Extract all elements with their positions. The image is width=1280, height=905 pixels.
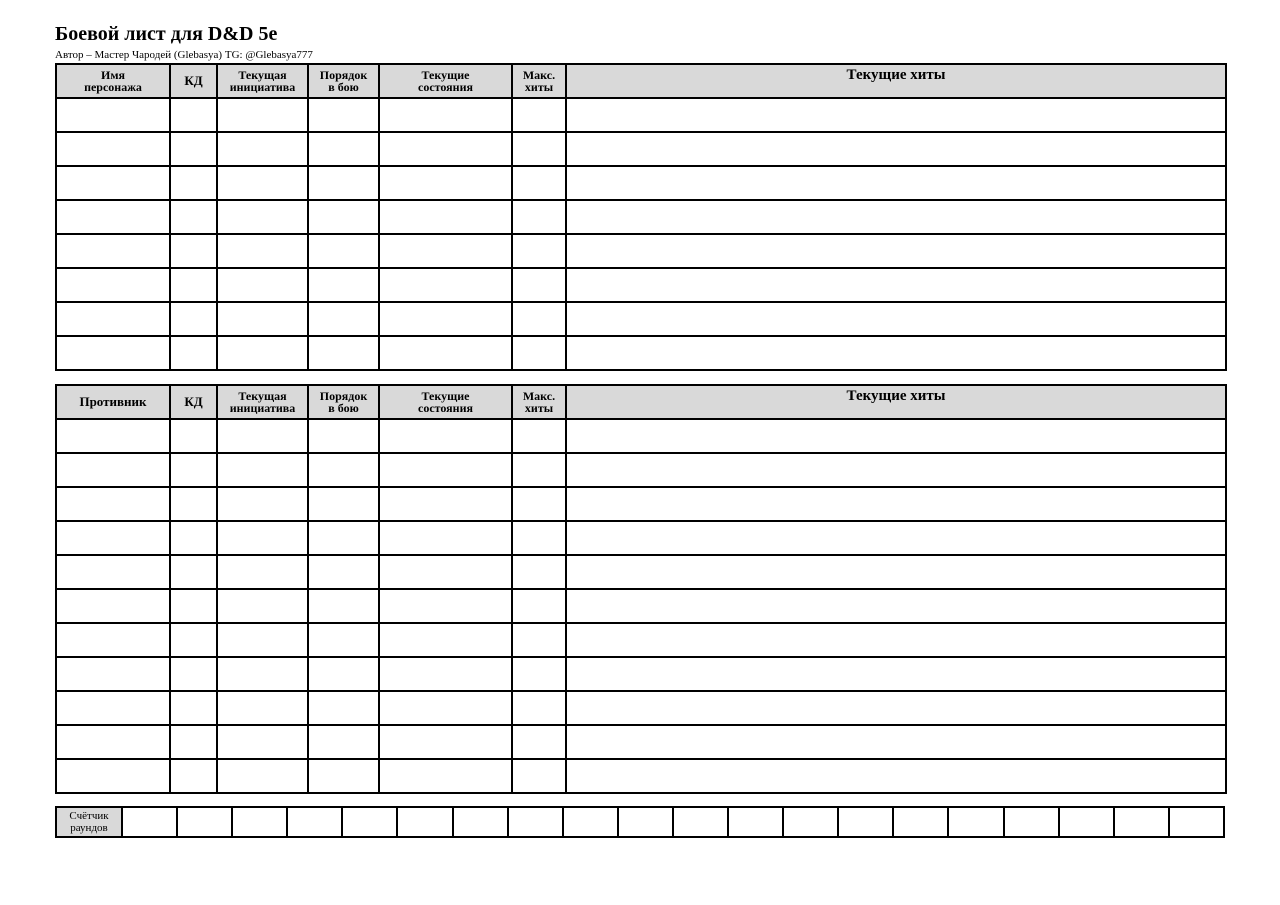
- party-row: [56, 98, 1226, 132]
- enemy-cell-name[interactable]: [56, 419, 170, 453]
- party-cell-max-hp[interactable]: [512, 302, 566, 336]
- round-box[interactable]: [287, 807, 342, 837]
- enemy-cell-initiative[interactable]: [217, 623, 308, 657]
- party-header-row: [56, 64, 1226, 98]
- enemy-row: [56, 657, 1226, 691]
- enemy-cell-turn-order[interactable]: [308, 623, 379, 657]
- party-cell-max-hp[interactable]: [512, 98, 566, 132]
- enemy-cell-current-hp[interactable]: [566, 623, 1226, 657]
- enemy-row: [56, 521, 1226, 555]
- enemy-cell-current-hp[interactable]: [566, 691, 1226, 725]
- party-row: [56, 268, 1226, 302]
- party-cell-initiative[interactable]: [217, 132, 308, 166]
- party-cell-armor-class[interactable]: [170, 336, 217, 370]
- enemy-cell-max-hp[interactable]: [512, 759, 566, 793]
- enemy-cell-max-hp[interactable]: [512, 521, 566, 555]
- party-cell-armor-class[interactable]: [170, 200, 217, 234]
- round-box[interactable]: [893, 807, 948, 837]
- enemy-cell-current-hp[interactable]: [566, 589, 1226, 623]
- round-box[interactable]: [397, 807, 452, 837]
- party-cell-current-hp[interactable]: [566, 336, 1226, 370]
- enemy-row: [56, 623, 1226, 657]
- party-row: [56, 200, 1226, 234]
- enemy-cell-armor-class[interactable]: [170, 521, 217, 555]
- enemy-cell-conditions[interactable]: [379, 419, 512, 453]
- party-cell-initiative[interactable]: [217, 336, 308, 370]
- enemy-cell-turn-order[interactable]: [308, 657, 379, 691]
- party-cell-max-hp[interactable]: [512, 336, 566, 370]
- col-armor-class: КД: [170, 64, 217, 98]
- party-cell-armor-class[interactable]: [170, 302, 217, 336]
- col-conditions: Текущие состояния: [379, 385, 512, 419]
- col-turn-order: Порядок в бою: [308, 64, 379, 98]
- col-initiative: Текущая инициатива: [217, 64, 308, 98]
- enemy-cell-conditions[interactable]: [379, 589, 512, 623]
- party-table: [55, 63, 1227, 371]
- party-cell-name[interactable]: [56, 132, 170, 166]
- round-box[interactable]: [1059, 807, 1114, 837]
- enemy-cell-armor-class[interactable]: [170, 453, 217, 487]
- enemy-cell-turn-order[interactable]: [308, 419, 379, 453]
- round-box[interactable]: [1114, 807, 1169, 837]
- party-cell-armor-class[interactable]: [170, 98, 217, 132]
- enemy-cell-initiative[interactable]: [217, 759, 308, 793]
- party-row: [56, 132, 1226, 166]
- party-cell-conditions[interactable]: [379, 200, 512, 234]
- enemy-cell-current-hp[interactable]: [566, 555, 1226, 589]
- party-cell-armor-class[interactable]: [170, 166, 217, 200]
- enemy-cell-current-hp[interactable]: [566, 453, 1226, 487]
- round-box[interactable]: [783, 807, 838, 837]
- party-cell-name[interactable]: [56, 200, 170, 234]
- enemy-cell-initiative[interactable]: [217, 419, 308, 453]
- enemy-cell-max-hp[interactable]: [512, 453, 566, 487]
- enemy-cell-turn-order[interactable]: [308, 725, 379, 759]
- party-cell-turn-order[interactable]: [308, 166, 379, 200]
- enemy-cell-armor-class[interactable]: [170, 419, 217, 453]
- party-cell-turn-order[interactable]: [308, 98, 379, 132]
- enemy-cell-max-hp[interactable]: [512, 623, 566, 657]
- enemy-cell-armor-class[interactable]: [170, 759, 217, 793]
- party-cell-current-hp[interactable]: [566, 302, 1226, 336]
- party-cell-max-hp[interactable]: [512, 200, 566, 234]
- enemy-cell-max-hp[interactable]: [512, 555, 566, 589]
- enemy-cell-current-hp[interactable]: [566, 657, 1226, 691]
- party-cell-conditions[interactable]: [379, 268, 512, 302]
- round-box[interactable]: [563, 807, 618, 837]
- enemy-cell-conditions[interactable]: [379, 555, 512, 589]
- enemy-cell-conditions[interactable]: [379, 521, 512, 555]
- enemy-cell-turn-order[interactable]: [308, 691, 379, 725]
- enemy-row: [56, 555, 1226, 589]
- enemy-cell-name[interactable]: [56, 657, 170, 691]
- party-cell-current-hp[interactable]: [566, 200, 1226, 234]
- col-current-hp: Текущие хиты: [566, 385, 1226, 419]
- party-cell-armor-class[interactable]: [170, 132, 217, 166]
- party-cell-name[interactable]: [56, 336, 170, 370]
- round-box[interactable]: [673, 807, 728, 837]
- party-cell-initiative[interactable]: [217, 268, 308, 302]
- enemy-cell-turn-order[interactable]: [308, 521, 379, 555]
- party-row: [56, 234, 1226, 268]
- party-cell-armor-class[interactable]: [170, 268, 217, 302]
- round-counter: [55, 806, 1225, 838]
- enemy-cell-max-hp[interactable]: [512, 657, 566, 691]
- party-cell-turn-order[interactable]: [308, 200, 379, 234]
- party-cell-conditions[interactable]: [379, 132, 512, 166]
- party-cell-turn-order[interactable]: [308, 336, 379, 370]
- round-counter-row: [56, 807, 1224, 837]
- enemy-cell-name[interactable]: [56, 691, 170, 725]
- enemy-cell-max-hp[interactable]: [512, 419, 566, 453]
- col-character-name: Имя персонажа: [56, 64, 170, 98]
- round-box[interactable]: [342, 807, 397, 837]
- enemy-cell-name[interactable]: [56, 623, 170, 657]
- enemy-cell-armor-class[interactable]: [170, 555, 217, 589]
- col-max-hp: Макс. хиты: [512, 385, 566, 419]
- author-credit: Автор – Мастер Чародей (Glebasya) TG: @Glebasya777: [55, 49, 313, 61]
- enemy-cell-conditions[interactable]: [379, 623, 512, 657]
- party-cell-max-hp[interactable]: [512, 166, 566, 200]
- round-box[interactable]: [618, 807, 673, 837]
- sheet-title: Боевой лист для D&D 5e: [55, 23, 278, 45]
- enemy-cell-max-hp[interactable]: [512, 487, 566, 521]
- party-cell-initiative[interactable]: [217, 302, 308, 336]
- enemy-cell-conditions[interactable]: [379, 487, 512, 521]
- enemy-cell-current-hp[interactable]: [566, 487, 1226, 521]
- round-box[interactable]: [122, 807, 177, 837]
- party-cell-name[interactable]: [56, 234, 170, 268]
- round-box[interactable]: [453, 807, 508, 837]
- enemy-cell-initiative[interactable]: [217, 691, 308, 725]
- enemy-cell-conditions[interactable]: [379, 759, 512, 793]
- enemy-cell-max-hp[interactable]: [512, 589, 566, 623]
- party-cell-turn-order[interactable]: [308, 132, 379, 166]
- enemy-cell-turn-order[interactable]: [308, 589, 379, 623]
- round-box[interactable]: [1004, 807, 1059, 837]
- enemy-cell-current-hp[interactable]: [566, 759, 1226, 793]
- round-box[interactable]: [1169, 807, 1224, 837]
- party-row: [56, 166, 1226, 200]
- party-cell-name[interactable]: [56, 268, 170, 302]
- enemy-cell-name[interactable]: [56, 555, 170, 589]
- col-turn-order: Порядок в бою: [308, 385, 379, 419]
- enemy-cell-conditions[interactable]: [379, 691, 512, 725]
- round-box[interactable]: [948, 807, 1003, 837]
- enemy-cell-conditions[interactable]: [379, 453, 512, 487]
- col-current-hp: Текущие хиты: [566, 64, 1226, 98]
- enemy-cell-current-hp[interactable]: [566, 419, 1226, 453]
- enemy-cell-turn-order[interactable]: [308, 487, 379, 521]
- party-cell-max-hp[interactable]: [512, 132, 566, 166]
- party-cell-initiative[interactable]: [217, 234, 308, 268]
- enemy-cell-armor-class[interactable]: [170, 657, 217, 691]
- col-initiative: Текущая инициатива: [217, 385, 308, 419]
- party-cell-turn-order[interactable]: [308, 302, 379, 336]
- round-box[interactable]: [508, 807, 563, 837]
- enemy-cell-name[interactable]: [56, 487, 170, 521]
- party-cell-turn-order[interactable]: [308, 234, 379, 268]
- col-conditions: Текущие состояния: [379, 64, 512, 98]
- col-enemy-name: Противник: [56, 385, 170, 419]
- enemy-row: [56, 589, 1226, 623]
- enemy-cell-initiative[interactable]: [217, 521, 308, 555]
- enemy-cell-current-hp[interactable]: [566, 725, 1226, 759]
- party-row: [56, 302, 1226, 336]
- enemy-cell-conditions[interactable]: [379, 725, 512, 759]
- enemy-cell-armor-class[interactable]: [170, 725, 217, 759]
- party-cell-name[interactable]: [56, 302, 170, 336]
- round-box[interactable]: [232, 807, 287, 837]
- enemy-row: [56, 691, 1226, 725]
- enemy-cell-conditions[interactable]: [379, 657, 512, 691]
- party-cell-name[interactable]: [56, 166, 170, 200]
- round-box[interactable]: [177, 807, 232, 837]
- round-counter-label: Счётчик раундов: [56, 807, 122, 837]
- party-cell-current-hp[interactable]: [566, 166, 1226, 200]
- enemy-cell-initiative[interactable]: [217, 555, 308, 589]
- enemy-cell-armor-class[interactable]: [170, 589, 217, 623]
- party-cell-current-hp[interactable]: [566, 132, 1226, 166]
- party-cell-current-hp[interactable]: [566, 234, 1226, 268]
- enemy-cell-armor-class[interactable]: [170, 487, 217, 521]
- party-cell-max-hp[interactable]: [512, 234, 566, 268]
- party-cell-conditions[interactable]: [379, 302, 512, 336]
- enemy-cell-initiative[interactable]: [217, 487, 308, 521]
- round-box[interactable]: [728, 807, 783, 837]
- party-cell-initiative[interactable]: [217, 98, 308, 132]
- party-cell-conditions[interactable]: [379, 336, 512, 370]
- party-cell-conditions[interactable]: [379, 98, 512, 132]
- party-cell-turn-order[interactable]: [308, 268, 379, 302]
- enemy-cell-armor-class[interactable]: [170, 623, 217, 657]
- enemy-cell-armor-class[interactable]: [170, 691, 217, 725]
- party-cell-conditions[interactable]: [379, 234, 512, 268]
- enemy-cell-name[interactable]: [56, 521, 170, 555]
- enemy-header-row: [56, 385, 1226, 419]
- enemy-cell-name[interactable]: [56, 725, 170, 759]
- enemy-cell-current-hp[interactable]: [566, 521, 1226, 555]
- enemy-row: [56, 419, 1226, 453]
- enemy-cell-max-hp[interactable]: [512, 725, 566, 759]
- enemy-cell-turn-order[interactable]: [308, 555, 379, 589]
- party-cell-initiative[interactable]: [217, 166, 308, 200]
- enemy-cell-name[interactable]: [56, 759, 170, 793]
- enemy-table: [55, 384, 1227, 794]
- enemy-row: [56, 759, 1226, 793]
- enemy-cell-initiative[interactable]: [217, 453, 308, 487]
- party-cell-armor-class[interactable]: [170, 234, 217, 268]
- enemy-cell-initiative[interactable]: [217, 657, 308, 691]
- col-max-hp: Макс. хиты: [512, 64, 566, 98]
- party-cell-current-hp[interactable]: [566, 268, 1226, 302]
- enemy-cell-turn-order[interactable]: [308, 759, 379, 793]
- enemy-row: [56, 725, 1226, 759]
- party-cell-conditions[interactable]: [379, 166, 512, 200]
- col-armor-class: КД: [170, 385, 217, 419]
- enemy-cell-turn-order[interactable]: [308, 453, 379, 487]
- enemy-cell-name[interactable]: [56, 589, 170, 623]
- party-cell-initiative[interactable]: [217, 200, 308, 234]
- enemy-cell-initiative[interactable]: [217, 725, 308, 759]
- enemy-cell-name[interactable]: [56, 453, 170, 487]
- party-row: [56, 336, 1226, 370]
- enemy-cell-max-hp[interactable]: [512, 691, 566, 725]
- enemy-cell-initiative[interactable]: [217, 589, 308, 623]
- party-cell-name[interactable]: [56, 98, 170, 132]
- enemy-row: [56, 453, 1226, 487]
- party-cell-current-hp[interactable]: [566, 98, 1226, 132]
- party-cell-max-hp[interactable]: [512, 268, 566, 302]
- enemy-row: [56, 487, 1226, 521]
- round-box[interactable]: [838, 807, 893, 837]
